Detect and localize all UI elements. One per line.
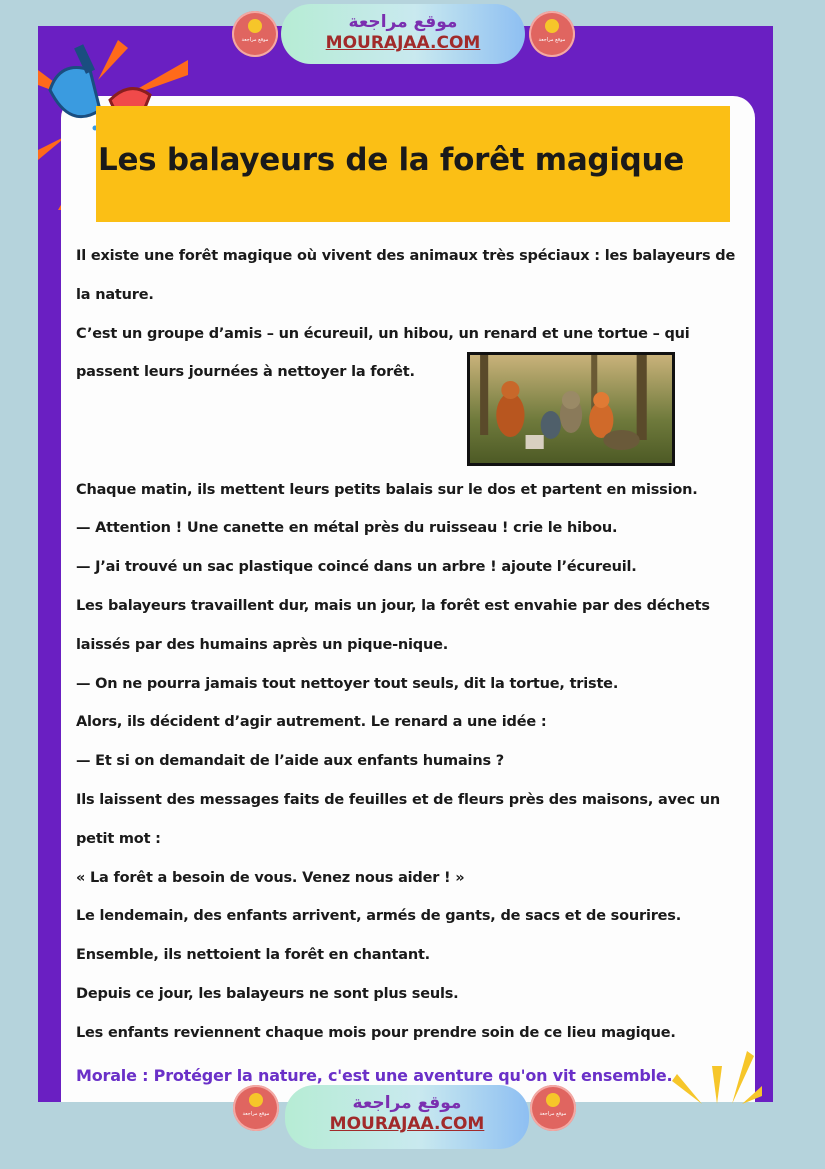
text-line: Il existe une forêt magique où vivent des animaux très spéciaux : les balayeurs de [76, 248, 736, 264]
text-line: Chaque matin, ils mettent leurs petits balais sur le dos et partent en mission. [76, 482, 698, 498]
text-line: — On ne pourra jamais tout nettoyer tout seuls, dit la tortue, triste. [76, 676, 619, 692]
site-url: MOURAJAA.COM [329, 1114, 485, 1134]
text-line: la nature. [76, 287, 154, 303]
site-url: MOURAJAA.COM [325, 33, 481, 53]
text-line: — Attention ! Une canette en métal près du ruisseau ! crie le hibou. [76, 520, 618, 536]
text-line: « La forêt a besoin de vous. Venez nous aider ! » [76, 870, 465, 886]
sun-icon [672, 1046, 762, 1104]
site-badge-icon[interactable]: موقع مراجعة [233, 1085, 279, 1131]
site-badge-icon[interactable]: موقع مراجعة [529, 11, 575, 57]
moral-text: Morale : Protéger la nature, c'est une aventure qu'on vit ensemble. [76, 1066, 673, 1085]
site-name-arabic: موقع مراجعة [348, 12, 458, 32]
page-title: Les balayeurs de la forêt magique [98, 142, 685, 178]
text-line: Les balayeurs travaillent dur, mais un jour, la forêt est envahie par des déchets [76, 598, 710, 614]
text-line: C’est un groupe d’amis – un écureuil, un hibou, un renard et une tortue – qui [76, 326, 690, 342]
forest-animals-illustration [467, 352, 675, 466]
text-line: Les enfants reviennent chaque mois pour prendre soin de ce lieu magique. [76, 1025, 676, 1041]
site-badge-icon[interactable]: موقع مراجعة [530, 1085, 576, 1131]
text-line: — Et si on demandait de l’aide aux enfants humains ? [76, 753, 504, 769]
site-badge-icon[interactable]: موقع مراجعة [232, 11, 278, 57]
text-line: Le lendemain, des enfants arrivent, armés de gants, de sacs et de sourires. [76, 908, 682, 924]
site-logo-link[interactable] [281, 4, 525, 64]
text-line: Alors, ils décident d’agir autrement. Le renard a une idée : [76, 714, 547, 730]
text-line: Ils laissent des messages faits de feuilles et de fleurs près des maisons, avec un [76, 792, 720, 808]
site-name-arabic: موقع مراجعة [352, 1093, 462, 1113]
text-line: passent leurs journées à nettoyer la forêt. [76, 364, 415, 380]
site-logo-link[interactable] [285, 1085, 529, 1149]
text-line: — J’ai trouvé un sac plastique coincé dans un arbre ! ajoute l’écureuil. [76, 559, 637, 575]
text-line: Ensemble, ils nettoient la forêt en chantant. [76, 947, 430, 963]
text-line: Depuis ce jour, les balayeurs ne sont plus seuls. [76, 986, 459, 1002]
text-line: laissés par des humains après un pique-nique. [76, 637, 449, 653]
text-line: petit mot : [76, 831, 161, 847]
